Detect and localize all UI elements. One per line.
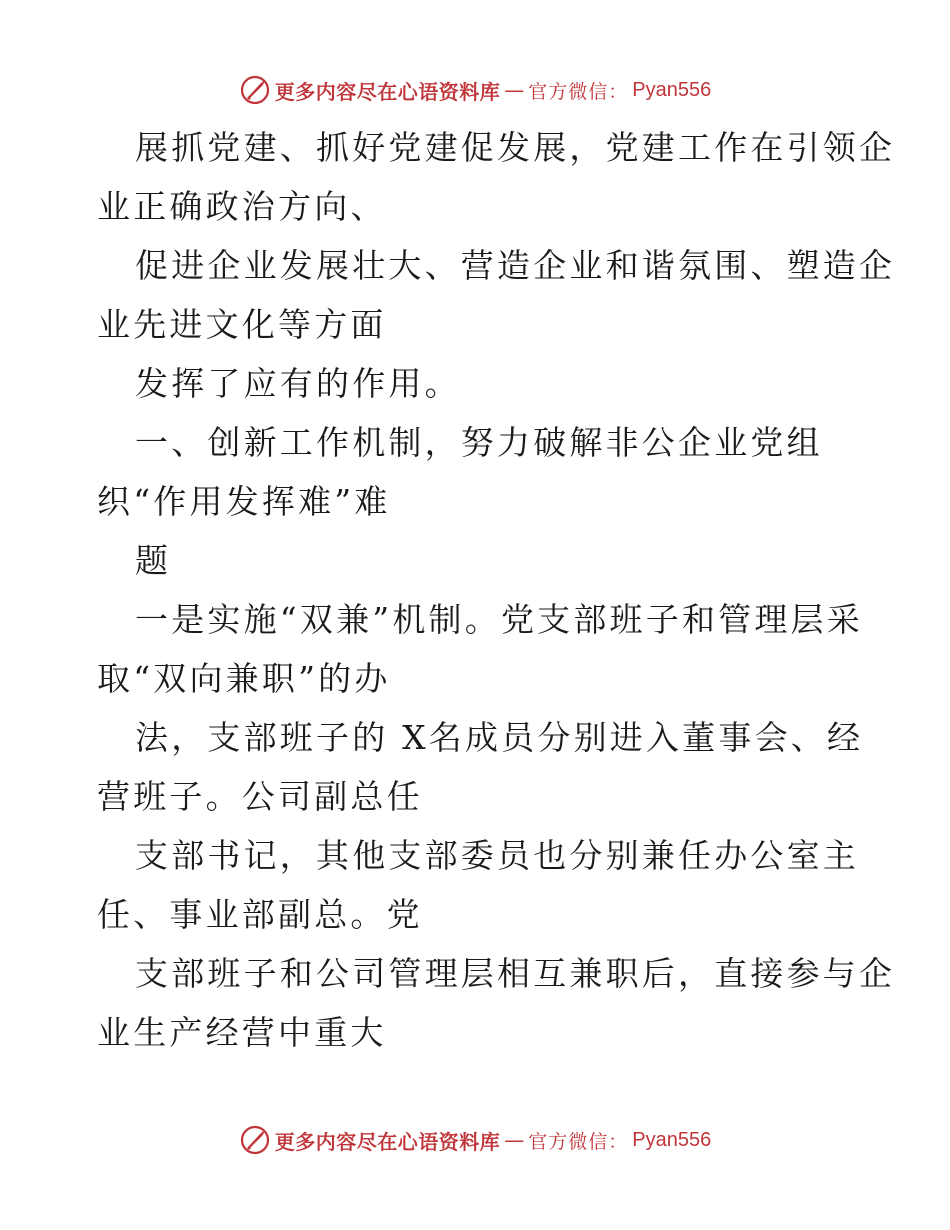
header-watermark-banner <box>0 70 950 110</box>
text-line: 支部班子和公司管理层相互兼职后，直接参与企 <box>135 954 896 993</box>
text-line: 展抓党建、抓好党建促发展，党建工作在引领企 <box>135 128 896 167</box>
text-line: 促进企业发展壮大、营造企业和谐氛围、塑造企 <box>135 246 896 285</box>
quill-logo-icon <box>239 74 271 106</box>
text-line: 发挥了应有的作用。 <box>135 364 461 403</box>
banner-content <box>239 74 711 106</box>
text-line: 一是实施“双兼”机制。党支部班子和管理层采 <box>135 600 863 639</box>
quill-logo-icon <box>239 1124 271 1156</box>
text-line: 题 <box>135 541 172 580</box>
text-line: 业正确政治方向、 <box>97 187 387 226</box>
text-line: 取“双向兼职”的办 <box>97 659 391 698</box>
text-line: 法，支部班子的 X名成员分别进入董事会、经 <box>135 718 864 757</box>
banner-wechat-label: 官方微信： <box>528 80 629 103</box>
text-line: 业先进文化等方面 <box>97 305 387 344</box>
banner-wechat-id: Pyan556 <box>632 78 712 101</box>
banner-dash: — <box>504 1128 525 1152</box>
banner-wechat-id: Pyan556 <box>632 1128 712 1151</box>
text-line: 支部书记，其他支部委员也分别兼任办公室主 <box>135 836 859 875</box>
banner-brand-text: 更多内容尽在心语资料库 <box>274 79 501 104</box>
banner-content <box>239 1124 711 1156</box>
text-line: 营班子。公司副总任 <box>97 777 423 816</box>
text-line: 业生产经营中重大 <box>97 1013 387 1052</box>
text-line: 一、创新工作机制，努力破解非公企业党组 <box>135 423 823 462</box>
document-body <box>97 118 896 1062</box>
banner-wechat-label: 官方微信： <box>528 1130 629 1153</box>
banner-dash: — <box>504 78 525 102</box>
footer-watermark-banner <box>0 1120 950 1160</box>
text-line: 织“作用发挥难”难 <box>97 482 391 521</box>
text-line: 任、事业部副总。党 <box>97 895 423 934</box>
banner-brand-text: 更多内容尽在心语资料库 <box>274 1129 501 1154</box>
